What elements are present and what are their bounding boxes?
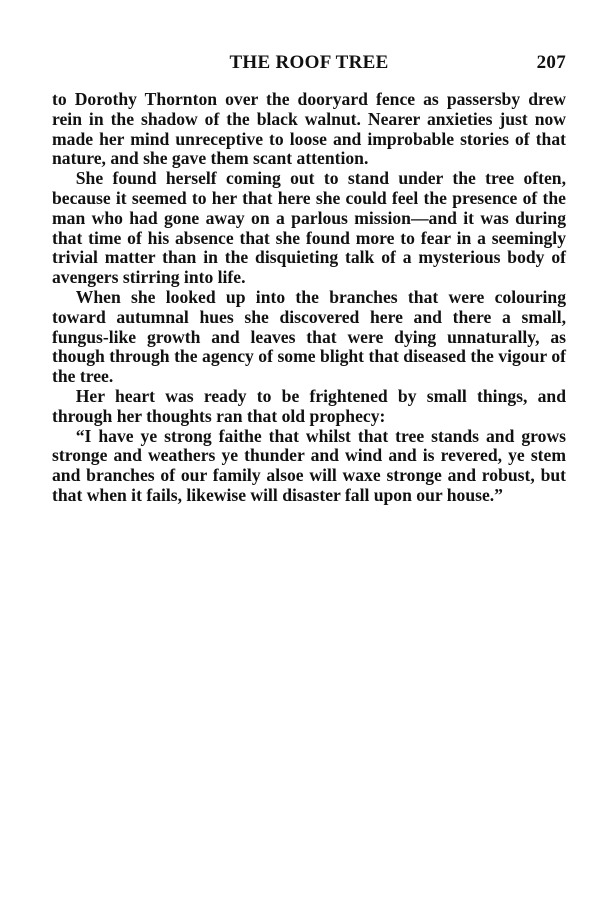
paragraph-continuation: to Dorothy Thornton over the dooryard fence as passersby drew rein in the shadow of the black walnut. Nearer anxieties just now made her mind unreceptive to loose and improbable stories of that nature, and she gave them scant attention. [52,89,566,169]
prophecy-quote: “I have ye strong faithe that whilst that tree stands and grows stronge and weathers ye thunder and wind and is revered, ye stem and branches of our family alsoe will waxe stronge and robust, but that when it fails, likewise will disaster fall upon our house.” [52,425,566,505]
running-head [52,52,566,76]
book-page [52,52,566,506]
text-body [52,90,566,506]
page-number: 207 [536,52,566,73]
running-title: THE ROOF TREE [229,52,389,73]
paragraph: When she looked up into the branches that were colouring toward autumnal hues she discovered here and there a small, fungus-like growth and leaves that were dying unnaturally, as though through the agency of some blight that diseased the vigour of the tree. [52,286,566,387]
paragraph: She found herself coming out to stand under the tree often, because it seemed to her that here she could feel the presence of the man who had gone away on a parlous mission—and it was during that time of his absence that she found more to fear in a seemingly trivial matter than in the disquieting talk of a mysterious body of avengers stirring into life. [52,168,566,288]
paragraph: Her heart was ready to be frightened by small things, and through her thoughts ran that old prophecy: [52,385,566,426]
